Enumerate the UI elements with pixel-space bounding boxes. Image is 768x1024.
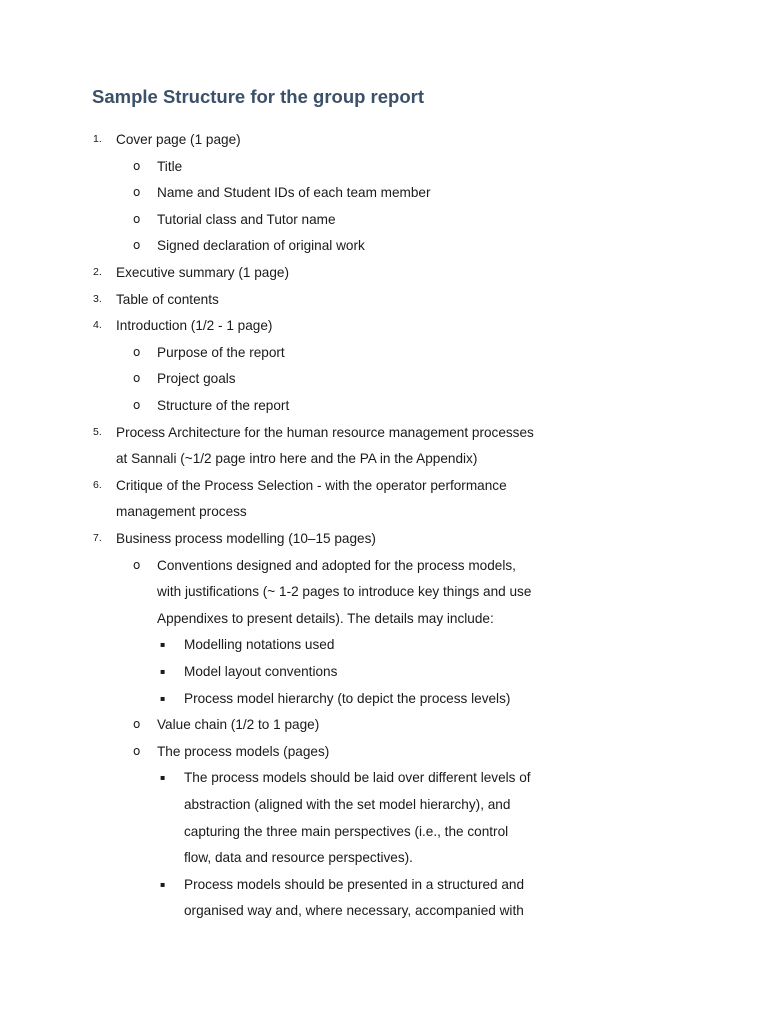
list-item [0,392,768,419]
list-item-text: organised way and, where necessary, accompanied with [184,903,524,919]
bullet-o-icon: o [133,158,141,173]
list-item [0,206,768,233]
bullet-o-icon: o [133,743,141,758]
list-item [0,419,768,446]
list-item [0,525,768,552]
list-item [0,791,768,818]
list-item [0,711,768,738]
list-item-text: Modelling notations used [184,637,335,653]
list-item-text: Critique of the Process Selection - with the operator performance [116,477,507,493]
list-item-text: flow, data and resource perspectives). [184,850,413,866]
list-item-text: at Sannali (~1/2 page intro here and the PA in the Appendix) [116,451,478,467]
list-item-text: Name and Student IDs of each team member [157,185,431,201]
bullet-o-icon: o [133,371,141,386]
list-item [0,871,768,898]
list-item [0,764,768,791]
list-item-text: Signed declaration of original work [157,238,365,254]
list-item-text: The process models should be laid over different levels of [184,770,531,786]
list-item [0,631,768,658]
list-item [0,232,768,259]
list-number: 6. [93,478,102,491]
bullet-o-icon: o [133,344,141,359]
list-item [0,259,768,286]
list-item-text: Appendixes to present details). The details may include: [157,610,494,626]
list-item-text: with justifications (~ 1-2 pages to introduce key things and use [157,584,532,600]
list-number: 4. [93,319,102,332]
list-item [0,897,768,924]
list-item [0,605,768,632]
list-item-text: Model layout conventions [184,664,338,679]
list-item [0,339,768,366]
list-item [0,153,768,180]
list-item [0,658,768,685]
list-item-text: Process models should be presented in a structured and [184,876,525,892]
bullet-o-icon: o [133,557,141,572]
list-item-text: Project goals [157,371,236,387]
list-number: 2. [93,266,102,278]
list-number: 3. [93,292,102,305]
list-item-text: Executive summary (1 page) [116,265,290,280]
list-item-text: The process models (pages) [157,743,330,759]
list-item [0,126,768,153]
list-item [0,286,768,313]
list-item-text: Business process modelling (10–15 pages) [116,531,376,546]
bullet-o-icon: o [133,238,141,253]
list-item-text: management process [116,504,247,520]
list-item-text: Purpose of the report [157,344,285,360]
list-item-text: capturing the three main perspectives (i.e., the control [184,823,509,839]
bullet-square-icon: ▪ [160,879,166,889]
list-number: 7. [93,532,102,544]
list-item [0,365,768,392]
list-item [0,685,768,712]
list-item [0,578,768,605]
bullet-square-icon: ▪ [160,667,166,676]
bullet-square-icon: ▪ [160,640,166,650]
list-item-text: Title [157,158,183,174]
list-item [0,552,768,579]
list-item [0,738,768,765]
list-item [0,498,768,525]
bullet-square-icon: ▪ [160,773,166,783]
bullet-o-icon: o [133,185,141,200]
list-number: 5. [93,425,102,438]
list-item [0,472,768,499]
page-title: Sample Structure for the group report [92,86,425,107]
list-item-text: Introduction (1/2 - 1 page) [116,318,273,334]
list-item-text: Conventions designed and adopted for the process models, [157,557,516,573]
list-item [0,844,768,871]
list-item-text: Process model hierarchy (to depict the process levels) [184,690,511,706]
bullet-o-icon: o [133,398,141,412]
bullet-o-icon: o [133,717,141,732]
list-item-text: abstraction (aligned with the set model hierarchy), and [184,797,511,812]
list-item [0,179,768,206]
list-item-text: Value chain (1/2 to 1 page) [157,717,320,733]
list-item-text: Structure of the report [157,398,290,413]
list-item-text: Process Architecture for the human resource management processes [116,424,534,440]
list-item [0,818,768,845]
bullet-o-icon: o [133,211,141,226]
list-item-text: Cover page (1 page) [116,132,241,147]
list-item-text: Tutorial class and Tutor name [157,211,336,227]
list-number: 1. [93,133,102,145]
list-item [0,445,768,472]
bullet-square-icon: ▪ [160,693,166,703]
list-item-text: Table of contents [116,291,219,307]
list-item [0,312,768,339]
